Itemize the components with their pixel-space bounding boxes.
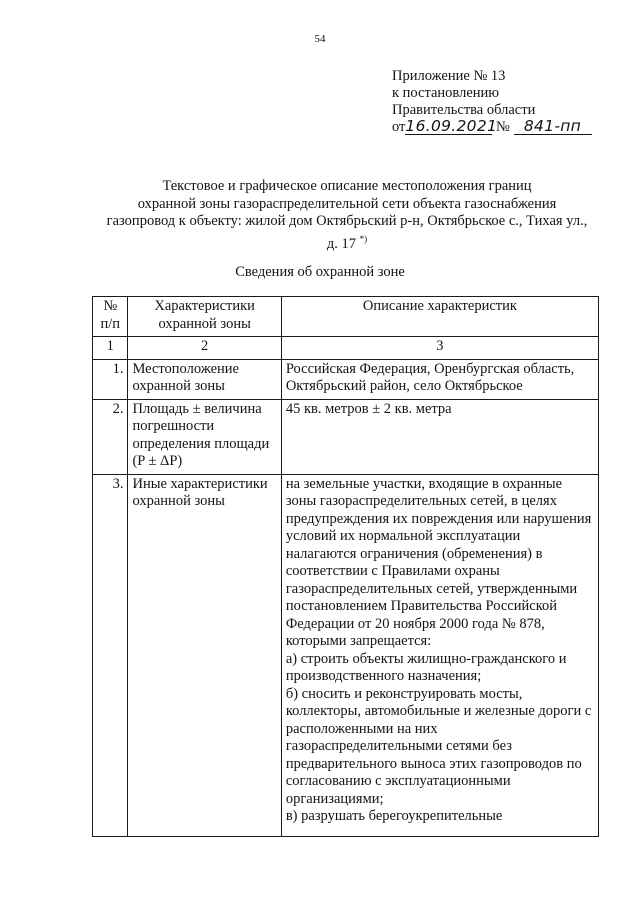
description-item-a: а) строить объекты жилищно-гражданского и производственного назначения; bbox=[285, 650, 567, 684]
row-name: Иные характеристики охранной зоны bbox=[128, 474, 281, 836]
header-number: № п/п bbox=[93, 297, 128, 337]
row-description: 45 кв. метров ± 2 кв. метра bbox=[281, 399, 598, 474]
row-name: Площадь ± величина погрешности определения площади (P ± ΔP) bbox=[128, 399, 281, 474]
table-row bbox=[93, 399, 599, 474]
annex-date: 16.09.2021 bbox=[405, 117, 498, 135]
annex-title: Приложение № 13 bbox=[392, 68, 506, 84]
row-name: Местоположение охранной зоны bbox=[128, 359, 281, 399]
description-paragraph: на земельные участки, входящие в охранные зоны газораспределительных сетей, в целях предупреждения их повреждения или нарушения условий их нормальной эксплуатации налагаются ограничения (обременения) в соответствии с Правилами охраны газораспределительных сетей, утвержденными постановлением Правительства Российской Федерации от 20 ноября 2000 года № 878, которыми запрещается: bbox=[285, 475, 592, 649]
table-numbering-row bbox=[93, 337, 599, 360]
title-line-2: охранной зоны газораспределительной сети объекта газоснабжения bbox=[137, 195, 557, 212]
title-line-1: Текстовое и графическое описание местоположения границ bbox=[162, 178, 532, 194]
title-line-3: газопровод к объекту: жилой дом Октябрьский р-н, Октябрьское с., Тихая ул., bbox=[106, 213, 588, 229]
table-row bbox=[93, 474, 599, 836]
zone-info-table bbox=[92, 296, 599, 837]
title-line-4 bbox=[82, 231, 612, 253]
numbering-cell: 2 bbox=[128, 337, 281, 360]
table-header-row bbox=[93, 297, 599, 337]
header-characteristics: Характеристики охранной зоны bbox=[128, 297, 281, 337]
annex-government: Правительства области bbox=[392, 102, 536, 118]
annex-resolution: к постановлению bbox=[392, 85, 500, 101]
footnote-mark: *) bbox=[359, 233, 368, 244]
row-description: Российская Федерация, Оренбургская область, Октябрьский район, село Октябрьское bbox=[281, 359, 598, 399]
row-number: 3. bbox=[93, 474, 128, 836]
row-number: 1. bbox=[93, 359, 128, 399]
description-item-b: б) сносить и реконструировать мосты, коллекторы, автомобильные и железные дороги с расположенными на них газораспределительными сетями без предварительного выноса этих газопроводов по согласованию с эксплуатационными организациями; bbox=[285, 685, 592, 807]
annex-number: 841-пп bbox=[514, 119, 592, 135]
section-subtitle: Сведения об охранной зоне bbox=[235, 264, 405, 280]
description-item-c: в) разрушать берегоукрепительные bbox=[285, 808, 503, 824]
title-address-end: д. 17 bbox=[326, 235, 356, 252]
numbering-cell: 1 bbox=[93, 337, 128, 360]
annex-block bbox=[392, 68, 632, 136]
table-row bbox=[93, 359, 599, 399]
header-description: Описание характеристик bbox=[281, 297, 598, 337]
annex-no-label: № bbox=[496, 119, 510, 135]
row-description bbox=[281, 474, 598, 836]
page-number: 54 bbox=[314, 33, 326, 45]
annex-date-line bbox=[392, 119, 632, 136]
annex-from-label: от bbox=[392, 119, 406, 135]
numbering-cell: 3 bbox=[281, 337, 598, 360]
row-number: 2. bbox=[93, 399, 128, 474]
document-title bbox=[82, 178, 612, 253]
